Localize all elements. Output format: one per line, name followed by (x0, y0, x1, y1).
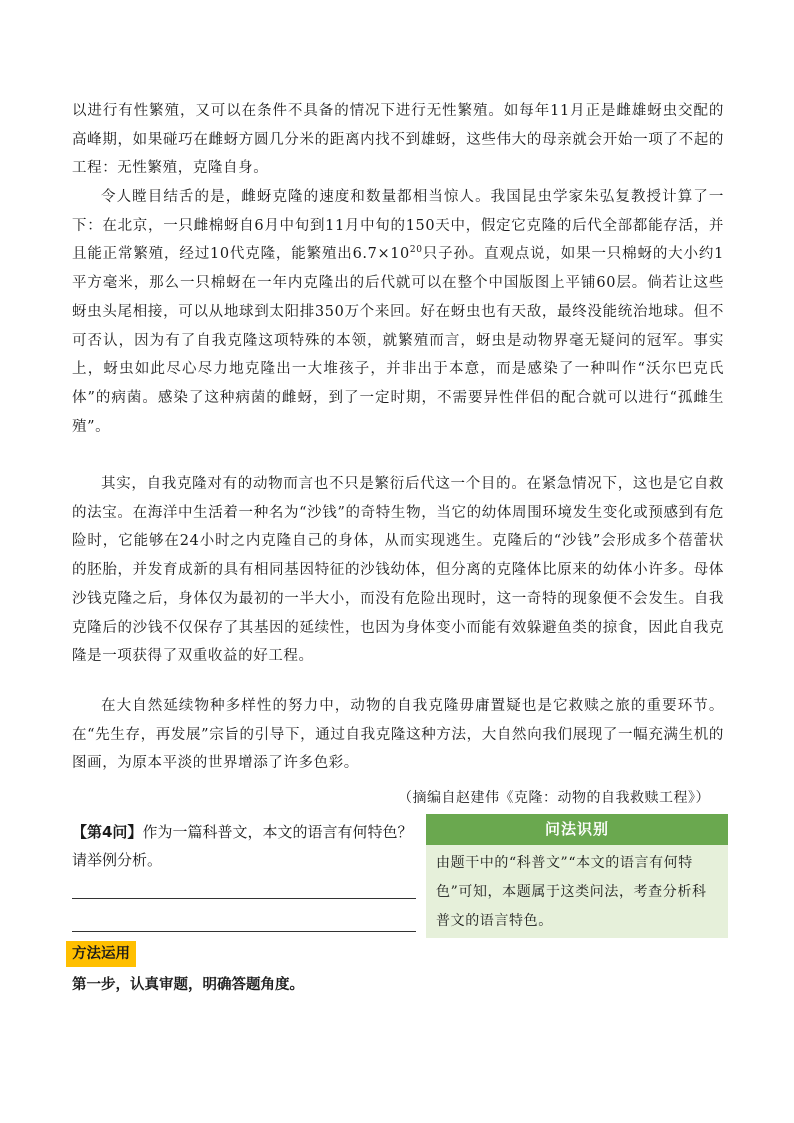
answer-line[interactable] (72, 931, 416, 932)
passage-paragraph-2-part-b: 只子孙。直观点说，如果一只棉蚜的大小约1平方毫米，那么一只棉蚜在一年内克隆出的后代就可以在整个中国版图上平铺60层。倘若让这些蚜虫头尾相接，可以从地球到太阳排350万个来回。好在蚜虫也有天敌，最终没能统治地球。但不可否认，因为有了自我克隆这项特殊的本领，就繁殖而言，蚜虫是动物界毫无疑问的冠军。事实上，蚜虫如此尽心尽力地克隆出一大堆孩子，并非出于本意，而是感染了一种叫作“沃尔巴克氏体”的病菌。感染了这种病菌的雌蚜，到了一定时期，不需要异性伴侣的配合就可以进行“孤雌生殖”。 (72, 246, 724, 435)
question-type-panel (426, 814, 728, 938)
exponent-superscript: 20 (409, 245, 423, 256)
panel-body-text: 由题干中的“科普文”“本文的语言有何特色”可知，本题属于这类问法，考查分析科普文的语言特色。 (436, 855, 707, 929)
source-citation: （摘编自赵建伟《克隆：动物的自我救赎工程》） (398, 790, 710, 806)
method-tag: 方法运用 (66, 941, 136, 967)
panel-title: 问法识别 (426, 814, 728, 845)
question-text: 作为一篇科普文，本文的语言有何特色？请举例分析。 (72, 823, 413, 869)
passage-paragraph-4: 在大自然延续物种多样性的努力中，动物的自我克隆毋庸置疑也是它救赎之旅的重要环节。在“先生存，再发展”宗旨的引导下，通过自我克隆这种方法，大自然向我们展现了一幅充满生机的图画，为原本平淡的世界增添了许多色彩。 (72, 698, 724, 772)
question-block (72, 818, 422, 874)
answer-line[interactable] (72, 898, 416, 899)
passage-paragraph-1: 以进行有性繁殖，又可以在条件不具备的情况下进行无性繁殖。如每年11月正是雌雄蚜虫交配的高峰期，如果碰巧在雌蚜方圆几分米的距离内找不到雄蚜，这些伟大的母亲就会开始一项了不起的工程：无性繁殖，克隆自身。 (72, 103, 724, 177)
step-one-text: 第一步，认真审题，明确答题角度。 (72, 977, 304, 993)
question-tag: 【第4问】 (72, 823, 143, 841)
passage-paragraph-3: 其实，自我克隆对有的动物而言也不只是繁衍后代这一个目的。在紧急情况下，这也是它自救的法宝。在海洋中生活着一种名为“沙钱”的奇特生物，当它的幼体周围环境发生变化或预感到有危险时，它能够在24小时之内克隆自己的身体，从而实现逃生。克隆后的“沙钱”会形成多个蓓蕾状的胚胎，并发育成新的具有相同基因特征的沙钱幼体，但分离的克隆体比原来的幼体小许多。母体沙钱克隆之后，身体仅为最初的一半大小，而没有危险出现时，这一奇特的现象便不会发生。自我克隆后的沙钱不仅保存了其基因的延续性，也因为身体变小而能有效躲避鱼类的掠食，因此自我克隆是一项获得了双重收益的好工程。 (72, 476, 724, 665)
passage-paragraph-2 (72, 183, 724, 441)
passage-paragraph-2-part-a: 令人瞠目结舌的是，雌蚜克隆的速度和数量都相当惊人。我国昆虫学家朱弘复教授计算了一下：在北京，一只雌棉蚜自6月中旬到11月中旬的150天中，假定它克隆的后代全部都能存活，并且能正常繁殖，经过10代克隆，能繁殖出6.7×10 (72, 189, 724, 263)
